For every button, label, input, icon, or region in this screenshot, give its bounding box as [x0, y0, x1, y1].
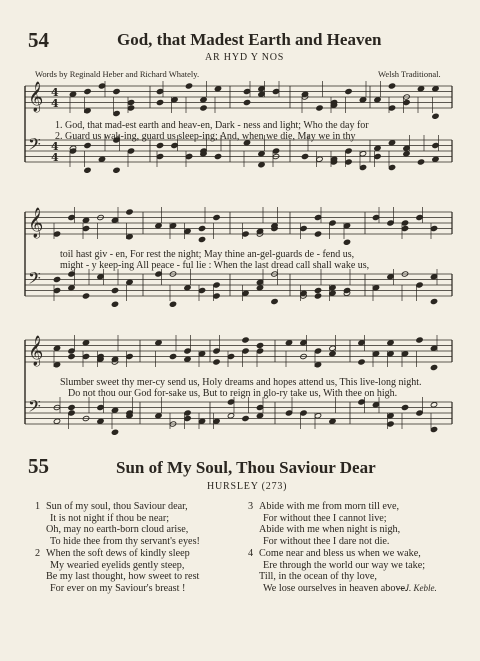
- note-head: [432, 113, 439, 119]
- note-head: [97, 274, 104, 280]
- note-head: [111, 407, 118, 413]
- verse-line: When the soft dews of kindly sleep: [46, 548, 190, 559]
- verse-line: For ever on my Saviour's breast !: [50, 582, 186, 594]
- note-head: [417, 86, 424, 92]
- note-head: [214, 86, 221, 92]
- note-head: [68, 410, 75, 416]
- hymn-55-title: Sun of My Soul, Thou Saviour Dear: [116, 458, 376, 477]
- note-head: [126, 234, 133, 240]
- verse-line: Come near and bless us when we wake,: [259, 548, 421, 559]
- note-head: [243, 99, 250, 105]
- bass-clef-icon: 𝄢: [28, 396, 41, 420]
- note-head: [213, 359, 220, 365]
- note-head: [416, 214, 423, 220]
- note-head: [300, 340, 307, 346]
- time-signature: 4: [51, 140, 59, 153]
- verse-2: [35, 548, 235, 594]
- hymn-54-tune-name: AR HYD Y NOS: [205, 52, 285, 63]
- note-head: [68, 404, 75, 410]
- note-head: [82, 340, 89, 346]
- note-head: [401, 404, 408, 410]
- note-head: [113, 110, 120, 116]
- note-head: [227, 413, 234, 419]
- note-head: [387, 413, 394, 419]
- note-head: [169, 301, 176, 307]
- note-head: [316, 156, 323, 162]
- note-head: [127, 99, 134, 105]
- verse-line: To hide thee from thy servant's eyes!: [50, 535, 200, 547]
- bass-clef-icon: 𝄢: [28, 268, 41, 292]
- verse-line: Be my last thought, how sweet to rest: [46, 571, 200, 583]
- note-head: [258, 86, 265, 92]
- note-head: [329, 345, 336, 351]
- note-head: [432, 142, 439, 148]
- note-head: [314, 348, 321, 354]
- note-head: [432, 156, 439, 162]
- note-head: [156, 88, 163, 94]
- note-head: [256, 348, 263, 354]
- note-head: [68, 348, 75, 354]
- note-head: [388, 105, 395, 111]
- note-head: [388, 140, 395, 146]
- note-head: [403, 151, 410, 157]
- note-head: [401, 225, 408, 231]
- verse-line: Ere through the world our way we take;: [263, 559, 426, 571]
- note-head: [184, 285, 191, 291]
- note-head: [314, 231, 321, 237]
- note-head: [314, 214, 321, 220]
- note-head: [359, 97, 366, 103]
- verse-1: [35, 501, 235, 547]
- note-head: [242, 348, 249, 354]
- note-head: [401, 351, 408, 357]
- note-head: [258, 151, 265, 157]
- note-head: [169, 223, 176, 229]
- note-head: [200, 105, 207, 111]
- note-head: [374, 97, 381, 103]
- note-head: [227, 399, 234, 405]
- note-head: [53, 231, 60, 237]
- note-head: [258, 162, 265, 168]
- note-head: [127, 148, 134, 154]
- time-signature: 4: [51, 97, 59, 110]
- note-head: [358, 399, 365, 405]
- note-head: [416, 337, 423, 343]
- system-1-verse-1-lyrics: 1. God, that mad-est earth and heav-en, Dark - ness and light; Who the day for: [55, 120, 369, 131]
- verse-line: Sun of my soul, thou Saviour dear,: [46, 501, 188, 512]
- note-head: [156, 153, 163, 159]
- note-head: [213, 348, 220, 354]
- note-head: [171, 97, 178, 103]
- note-head: [329, 418, 336, 424]
- note-head: [430, 298, 437, 304]
- note-head: [155, 413, 162, 419]
- note-head: [184, 228, 191, 234]
- note-head: [111, 287, 118, 293]
- verse-line: Oh, may no earth-born cloud arise,: [46, 524, 189, 536]
- note-head: [213, 418, 220, 424]
- note-head: [314, 362, 321, 368]
- note-head: [184, 410, 191, 416]
- note-head: [68, 214, 75, 220]
- note-head: [301, 153, 308, 159]
- note-head: [387, 274, 394, 280]
- note-head: [242, 337, 249, 343]
- note-head: [184, 356, 191, 362]
- hymn-55-author: —J. Keble.: [397, 583, 437, 593]
- note-head: [126, 353, 133, 359]
- note-head: [53, 276, 60, 282]
- note-head: [185, 83, 192, 89]
- note-head: [256, 342, 263, 348]
- note-head: [111, 301, 118, 307]
- note-head: [285, 340, 292, 346]
- note-head: [387, 340, 394, 346]
- hymn-55-tune-name: HURSLEY (273): [207, 481, 288, 492]
- verse-line: Abide with me from morn till eve,: [259, 501, 400, 512]
- note-head: [359, 151, 366, 157]
- note-head: [53, 418, 60, 424]
- note-head: [53, 287, 60, 293]
- verse-number: 2: [35, 548, 41, 559]
- note-head: [213, 214, 220, 220]
- note-head: [300, 225, 307, 231]
- verse-3: [248, 501, 458, 547]
- note-head: [242, 290, 249, 296]
- note-head: [358, 359, 365, 365]
- note-head: [53, 362, 60, 368]
- note-head: [127, 105, 134, 111]
- verse-line: For without thee I dare not die.: [263, 535, 390, 547]
- treble-clef-icon: 𝄞: [28, 336, 44, 366]
- note-head: [82, 217, 89, 223]
- hymn-54-words-credit: Words by Reginald Heber and Richard Whately.: [35, 69, 200, 79]
- note-head: [403, 145, 410, 151]
- note-head: [387, 351, 394, 357]
- note-head: [343, 239, 350, 245]
- note-head: [388, 83, 395, 89]
- system-2-verse-1-lyrics: toil hast giv - en, For rest the night; May thine an-gel-guards de - fend us,: [60, 249, 355, 260]
- note-head: [329, 290, 336, 296]
- note-head: [430, 225, 437, 231]
- verse-line: For without thee I cannot live;: [263, 512, 387, 524]
- note-head: [416, 282, 423, 288]
- note-head: [314, 413, 321, 419]
- note-head: [430, 364, 437, 370]
- note-head: [343, 223, 350, 229]
- note-head: [155, 271, 162, 277]
- note-head: [372, 351, 379, 357]
- system-3-verse-2-lyrics: Do not thou our God for-sake us, But to reign in glo-ry take us, With thee on high.: [68, 388, 398, 399]
- verse-line: My wearied eyelids gently steep,: [50, 559, 185, 571]
- note-head: [256, 279, 263, 285]
- note-head: [314, 287, 321, 293]
- note-head: [184, 415, 191, 421]
- note-head: [374, 145, 381, 151]
- note-head: [156, 142, 163, 148]
- note-head: [69, 91, 76, 97]
- note-head: [198, 287, 205, 293]
- note-head: [198, 225, 205, 231]
- bass-clef-icon: 𝄢: [28, 134, 41, 158]
- note-head: [430, 274, 437, 280]
- note-head: [256, 404, 263, 410]
- note-head: [68, 353, 75, 359]
- note-head: [387, 220, 394, 226]
- note-head: [271, 298, 278, 304]
- note-head: [417, 159, 424, 165]
- note-head: [82, 293, 89, 299]
- time-signature: 4: [51, 151, 59, 164]
- treble-clef-icon: 𝄞: [28, 82, 44, 112]
- note-head: [113, 167, 120, 173]
- note-head: [126, 279, 133, 285]
- note-head: [198, 351, 205, 357]
- note-head: [155, 340, 162, 346]
- note-head: [285, 410, 292, 416]
- note-head: [272, 148, 279, 154]
- note-head: [214, 153, 221, 159]
- system-1-verse-2-lyrics: 2. Guard us wak-ing, guard us sleep-ing; And, when we die, May we in thy: [55, 131, 356, 142]
- note-head: [300, 410, 307, 416]
- note-head: [213, 293, 220, 299]
- note-head: [345, 88, 352, 94]
- verse-line: We lose ourselves in heaven above.: [263, 582, 408, 594]
- note-head: [111, 429, 118, 435]
- note-head: [98, 83, 105, 89]
- note-head: [272, 88, 279, 94]
- note-head: [111, 217, 118, 223]
- note-head: [374, 153, 381, 159]
- note-head: [372, 285, 379, 291]
- note-head: [345, 159, 352, 165]
- note-head: [53, 345, 60, 351]
- verse-number: 4: [248, 548, 254, 559]
- note-head: [198, 418, 205, 424]
- note-head: [68, 271, 75, 277]
- note-head: [401, 220, 408, 226]
- system-3-verse-1-lyrics: Slumber sweet thy mer-cy send us, Holy dreams and hopes attend us, This live-long night.: [60, 377, 422, 388]
- note-head: [243, 88, 250, 94]
- note-head: [329, 220, 336, 226]
- note-head: [256, 413, 263, 419]
- verse-line: Till, in the ocean of thy love,: [259, 571, 377, 583]
- note-head: [82, 225, 89, 231]
- note-head: [258, 91, 265, 97]
- note-head: [316, 105, 323, 111]
- note-head: [242, 231, 249, 237]
- note-head: [156, 99, 163, 105]
- note-head: [372, 402, 379, 408]
- note-head: [416, 410, 423, 416]
- note-head: [113, 88, 120, 94]
- note-head: [359, 164, 366, 170]
- hymn-54-number: 54: [28, 28, 49, 52]
- note-head: [198, 236, 205, 242]
- note-head: [200, 97, 207, 103]
- note-head: [329, 351, 336, 357]
- note-head: [97, 418, 104, 424]
- note-head: [358, 340, 365, 346]
- note-head: [242, 415, 249, 421]
- note-head: [169, 353, 176, 359]
- note-head: [329, 285, 336, 291]
- note-head: [388, 164, 395, 170]
- note-head: [227, 353, 234, 359]
- note-head: [403, 99, 410, 105]
- system-2-verse-2-lyrics: might - y keep-ing All peace - ful lie : When the last dread call shall wake us,: [60, 260, 370, 271]
- note-head: [82, 353, 89, 359]
- note-head: [84, 142, 91, 148]
- note-head: [430, 426, 437, 432]
- note-head: [432, 86, 439, 92]
- verse-number: 1: [35, 501, 41, 512]
- note-head: [185, 153, 192, 159]
- note-head: [84, 108, 91, 114]
- note-head: [98, 156, 105, 162]
- note-head: [184, 348, 191, 354]
- note-head: [126, 209, 133, 215]
- hymn-54-music-credit: Welsh Traditional.: [378, 69, 441, 79]
- time-signature: 4: [51, 86, 59, 99]
- hymn-55-number: 55: [28, 454, 49, 478]
- note-head: [430, 402, 437, 408]
- verse-number: 3: [248, 501, 254, 512]
- note-head: [97, 404, 104, 410]
- note-head: [345, 148, 352, 154]
- note-head: [84, 88, 91, 94]
- hymn-54-title: God, that Madest Earth and Heaven: [117, 30, 382, 49]
- note-head: [387, 421, 394, 427]
- note-head: [155, 223, 162, 229]
- note-head: [314, 293, 321, 299]
- note-head: [213, 282, 220, 288]
- note-head: [430, 345, 437, 351]
- note-head: [171, 142, 178, 148]
- note-head: [84, 167, 91, 173]
- note-head: [372, 214, 379, 220]
- verse-line: It is not night if thou be near;: [50, 512, 170, 524]
- note-head: [256, 285, 263, 291]
- treble-clef-icon: 𝄞: [28, 208, 44, 238]
- verse-line: Abide with me when night is nigh,: [259, 524, 401, 536]
- note-head: [68, 285, 75, 291]
